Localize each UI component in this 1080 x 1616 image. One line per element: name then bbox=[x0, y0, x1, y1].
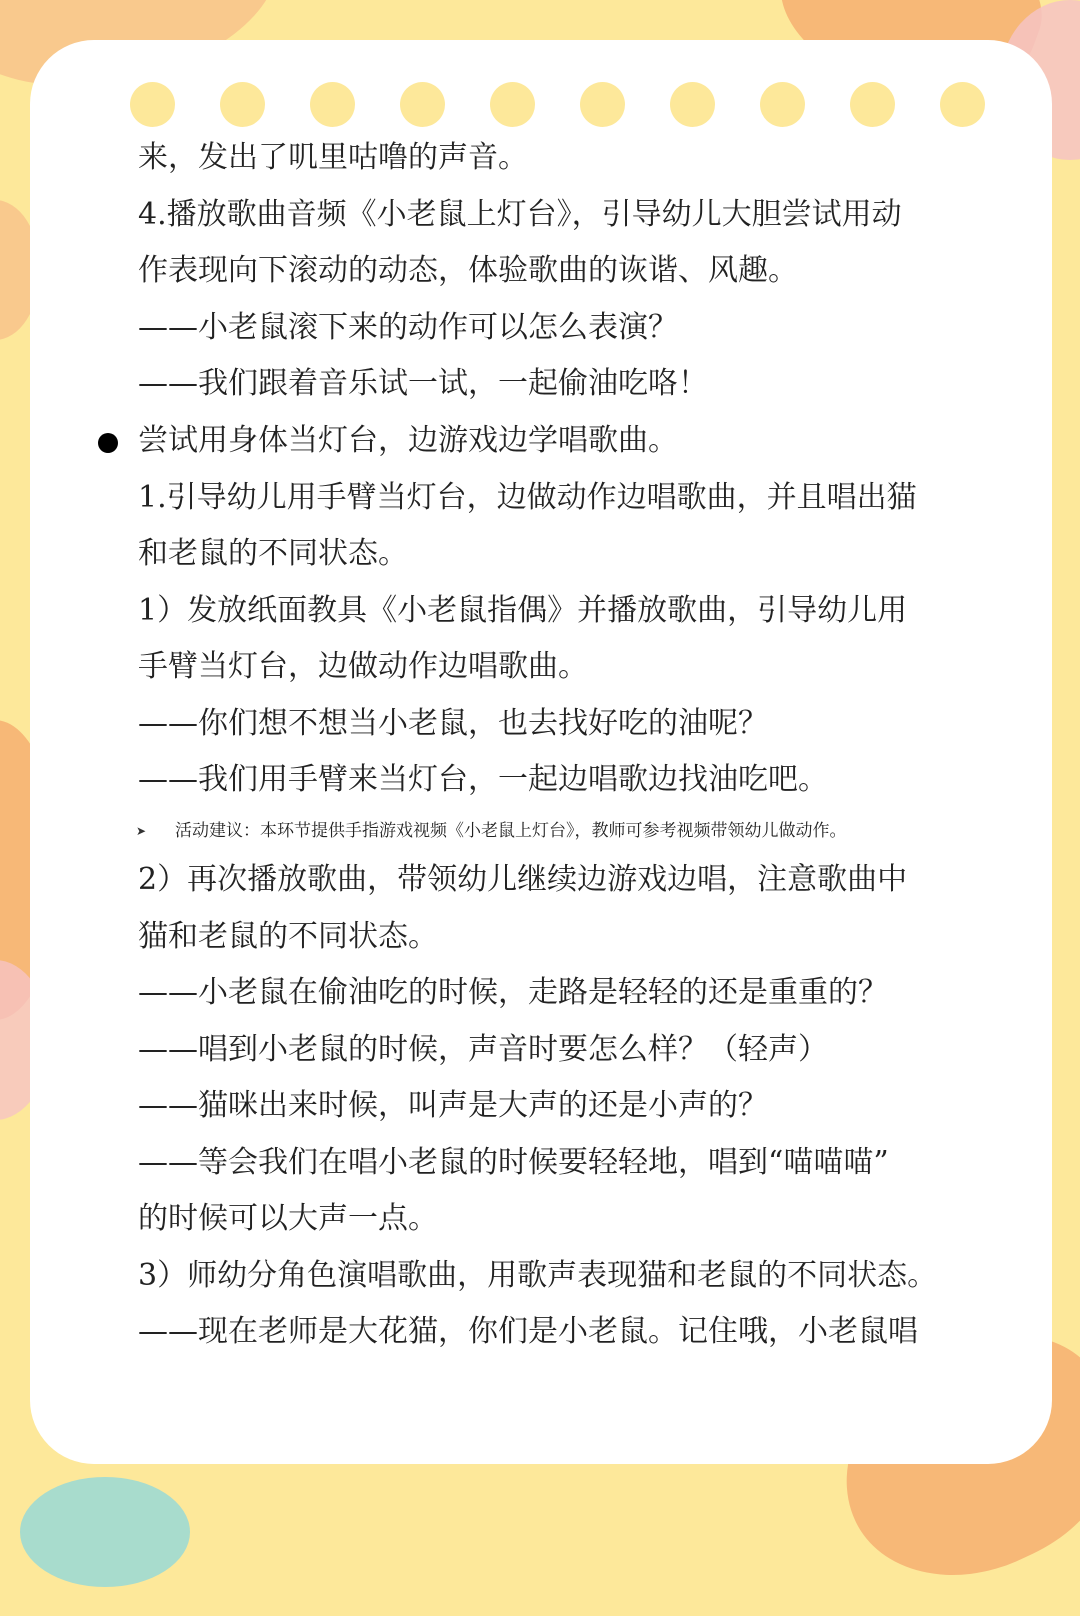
decorative-dot bbox=[760, 82, 805, 127]
text-line: ——我们用手臂来当灯台，一起边唱歌边找油吃吧。 bbox=[138, 762, 828, 797]
decorative-dot bbox=[220, 82, 265, 127]
text-line: ——你们想不想当小老鼠，也去找好吃的油呢？ bbox=[138, 706, 768, 741]
text-line: ——唱到小老鼠的时候，声音时要怎么样？（轻声） bbox=[138, 1032, 828, 1067]
text-line: ——现在老师是大花猫，你们是小老鼠。记住哦，小老鼠唱 bbox=[138, 1314, 918, 1349]
text-line: 2）再次播放歌曲，带领幼儿继续边游戏边唱，注意歌曲中 bbox=[138, 862, 908, 897]
notebook-dots bbox=[130, 82, 985, 127]
decorative-dot bbox=[580, 82, 625, 127]
text-line: 来，发出了叽里咕噜的声音。 bbox=[138, 140, 528, 175]
arrow-right-icon: ➤ bbox=[136, 824, 147, 838]
text-line: ——等会我们在唱小老鼠的时候要轻轻地，唱到“喵喵喵” bbox=[138, 1145, 889, 1180]
decorative-dot bbox=[850, 82, 895, 127]
decorative-dot bbox=[940, 82, 985, 127]
text-line: 1）发放纸面教具《小老鼠指偶》并播放歌曲，引导幼儿用 bbox=[138, 593, 908, 628]
text-line: ——小老鼠在偷油吃的时候，走路是轻轻的还是重重的？ bbox=[138, 975, 888, 1010]
text-line: 猫和老鼠的不同状态。 bbox=[138, 919, 438, 954]
text-line: ——小老鼠滚下来的动作可以怎么表演？ bbox=[138, 310, 678, 345]
text-line: 1.引导幼儿用手臂当灯台，边做动作边唱歌曲，并且唱出猫 bbox=[138, 480, 917, 515]
decorative-dot bbox=[400, 82, 445, 127]
text-line: 的时候可以大声一点。 bbox=[138, 1201, 438, 1236]
text-line: 3）师幼分角色演唱歌曲，用歌声表现猫和老鼠的不同状态。 bbox=[138, 1258, 938, 1293]
decorative-dot bbox=[310, 82, 355, 127]
text-line: ——我们跟着音乐试一试，一起偷油吃咯！ bbox=[138, 366, 708, 401]
section-heading: 尝试用身体当灯台，边游戏边学唱歌曲。 bbox=[138, 423, 678, 458]
background-blob bbox=[20, 1477, 190, 1587]
text-line: 作表现向下滚动的动态，体验歌曲的诙谐、风趣。 bbox=[138, 253, 798, 288]
text-line: ——猫咪出来时候，叫声是大声的还是小声的？ bbox=[138, 1088, 768, 1123]
activity-note: 活动建议：本环节提供手指游戏视频《小老鼠上灯台》，教师可参考视频带领幼儿做动作。 bbox=[175, 821, 847, 841]
decorative-dot bbox=[490, 82, 535, 127]
text-line: 和老鼠的不同状态。 bbox=[138, 536, 408, 571]
text-line: 4.播放歌曲音频《小老鼠上灯台》，引导幼儿大胆尝试用动 bbox=[138, 197, 902, 232]
decorative-dot bbox=[130, 82, 175, 127]
decorative-dot bbox=[670, 82, 715, 127]
bullet-dot-icon bbox=[98, 433, 118, 453]
text-line: 手臂当灯台，边做动作边唱歌曲。 bbox=[138, 649, 588, 684]
